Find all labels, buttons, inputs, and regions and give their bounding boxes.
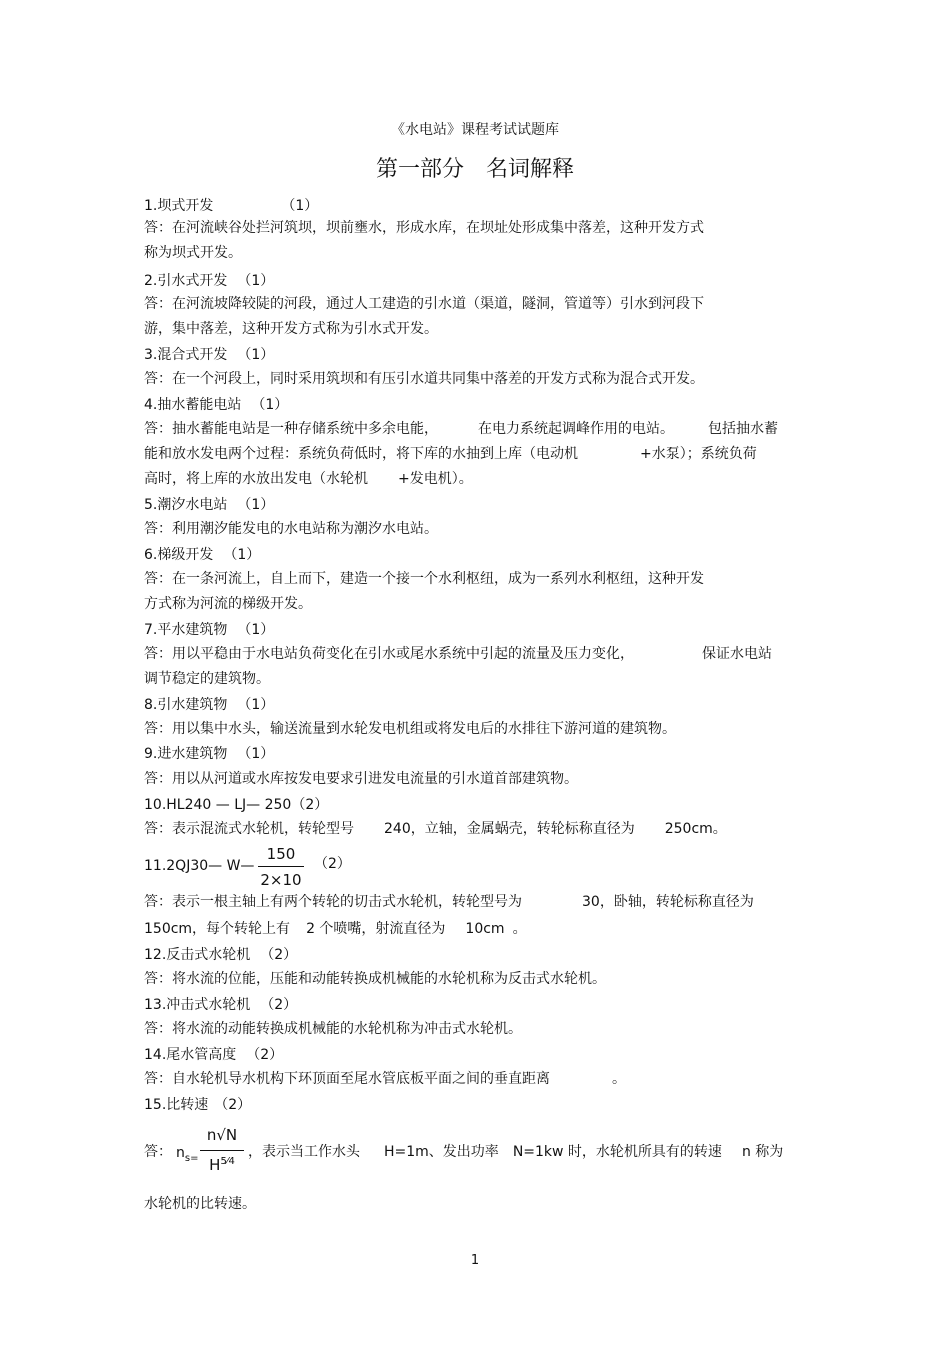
score: （2） xyxy=(214,1097,252,1113)
answer-line: 游，集中落差，这种开发方式称为引水式开发。 xyxy=(144,321,438,337)
score: （1） xyxy=(223,547,261,563)
fraction-denominator: 2×10 xyxy=(260,871,302,889)
answer-line: 水轮机的比转速。 xyxy=(144,1196,256,1212)
answer-line: 高时，将上库的水放出发电（水轮机 +发电机）。 xyxy=(144,471,473,487)
answer-line: 答：自水轮机导水机构下环顶面至尾水管底板平面之间的垂直距离 。 xyxy=(144,1071,626,1087)
score: （1） xyxy=(237,746,275,762)
question-15 xyxy=(144,1096,251,1114)
score: （1） xyxy=(237,697,275,713)
question-label: 12.反击式水轮机 xyxy=(144,947,251,963)
answer-line: 答：在河流坡降较陡的河段，通过人工建造的引水道（渠道，隧洞，管道等）引水到河段下 xyxy=(144,296,704,312)
question-label: 13.冲击式水轮机 xyxy=(144,997,251,1013)
answer-line: 答：利用潮汐能发电的水电站称为潮汐水电站。 xyxy=(144,521,438,537)
question-label: 10.HL240 — LJ— 250 xyxy=(144,797,292,813)
score: （2） xyxy=(291,797,329,813)
question-label: 9.进水建筑物 xyxy=(144,746,228,762)
formula-numerator: n√N xyxy=(206,1126,238,1144)
specific-speed-symbol: $n_{s=}$ xyxy=(176,1145,199,1164)
question-10 xyxy=(144,796,328,814)
question-4 xyxy=(144,396,288,414)
question-label: 7.平水建筑物 xyxy=(144,622,228,638)
formula-denominator: $H^{5⁄4}$ xyxy=(209,1156,235,1174)
question-3 xyxy=(144,346,274,364)
answer-prefix: 答： xyxy=(144,1144,172,1160)
question-2 xyxy=(144,272,274,290)
question-7 xyxy=(144,621,274,639)
answer-line: 答：将水流的动能转换成机械能的水轮机称为冲击式水轮机。 xyxy=(144,1021,522,1037)
question-1 xyxy=(144,197,318,215)
score: （1） xyxy=(251,397,289,413)
score: （2） xyxy=(260,997,298,1013)
score: （2） xyxy=(260,947,298,963)
question-6 xyxy=(144,546,260,564)
question-5 xyxy=(144,496,274,514)
answer-line: ，表示当工作水头 H=1m、发出功率 N=1kw 时，水轮机所具有的转速 n 称为 xyxy=(248,1144,784,1160)
answer-line: 答：在一条河流上，自上而下，建造一个接一个水利枢纽，成为一系列水利枢纽，这种开发 xyxy=(144,571,704,587)
fraction-numerator: 150 xyxy=(266,845,296,863)
page-number: 1 xyxy=(470,1253,480,1268)
question-label: 6.梯级开发 xyxy=(144,547,214,563)
answer-line: 称为坝式开发。 xyxy=(144,245,242,261)
answer-line: 150cm，每个转轮上有 2 个喷嘴，射流直径为 10cm 。 xyxy=(144,921,527,937)
answer-line: 方式称为河流的梯级开发。 xyxy=(144,596,312,612)
question-label: 15.比转速 xyxy=(144,1097,209,1113)
score: （2） xyxy=(314,856,351,872)
question-label: 2.引水式开发 xyxy=(144,273,228,289)
score: （1） xyxy=(237,273,275,289)
document-title: 《水电站》课程考试试题库 xyxy=(391,122,559,138)
fraction-bar xyxy=(258,866,304,867)
answer-line: 答：用以集中水头，输送流量到水轮发电机组或将发电后的水排往下游河道的建筑物。 xyxy=(144,721,676,737)
fraction-bar xyxy=(200,1150,244,1151)
answer-line: 答：在一个河段上，同时采用筑坝和有压引水道共同集中落差的开发方式称为混合式开发。 xyxy=(144,371,704,387)
score: （1） xyxy=(281,198,319,214)
answer-line: 答：表示一根主轴上有两个转轮的切击式水轮机，转轮型号为 30，卧轴，转轮标称直径为 xyxy=(144,894,754,910)
question-label: 11.2QJ30— W— xyxy=(144,858,255,874)
answer-line: 答：用以从河道或水库按发电要求引进发电流量的引水道首部建筑物。 xyxy=(144,771,578,787)
question-label: 14.尾水管高度 xyxy=(144,1047,237,1063)
score: （1） xyxy=(237,497,275,513)
answer-line: 答：将水流的位能，压能和动能转换成机械能的水轮机称为反击式水轮机。 xyxy=(144,971,606,987)
score: （2） xyxy=(246,1047,284,1063)
score: （1） xyxy=(237,347,275,363)
question-13 xyxy=(144,996,297,1014)
answer-line: 调节稳定的建筑物。 xyxy=(144,671,270,687)
section-title: 第一部分 名词解释 xyxy=(375,157,574,182)
question-label: 5.潮汐水电站 xyxy=(144,497,228,513)
question-label: 4.抽水蓄能电站 xyxy=(144,397,242,413)
question-12 xyxy=(144,946,297,964)
answer-line: 能和放水发电两个过程：系统负荷低时，将下库的水抽到上库（电动机 +水泵）；系统负荷 xyxy=(144,446,757,462)
answer-line: 答：在河流峡谷处拦河筑坝，坝前壅水，形成水库，在坝址处形成集中落差，这种开发方式 xyxy=(144,220,704,236)
question-label: 3.混合式开发 xyxy=(144,347,228,363)
question-14 xyxy=(144,1046,283,1064)
score: （1） xyxy=(237,622,275,638)
answer-line: 答：抽水蓄能电站是一种存储系统中多余电能， 在电力系统起调峰作用的电站。 包括抽水蓄 xyxy=(144,421,778,437)
question-8 xyxy=(144,696,274,714)
question-label: 8.引水建筑物 xyxy=(144,697,228,713)
question-9 xyxy=(144,745,274,763)
answer-line: 答：用以平稳由于水电站负荷变化在引水或尾水系统中引起的流量及压力变化， 保证水电站 xyxy=(144,646,772,662)
question-11 xyxy=(144,857,254,875)
answer-line: 答：表示混流式水轮机，转轮型号 240，立轴，金属蜗壳，转轮标称直径为 250cm。 xyxy=(144,821,727,837)
question-label: 1.坝式开发 xyxy=(144,198,214,214)
